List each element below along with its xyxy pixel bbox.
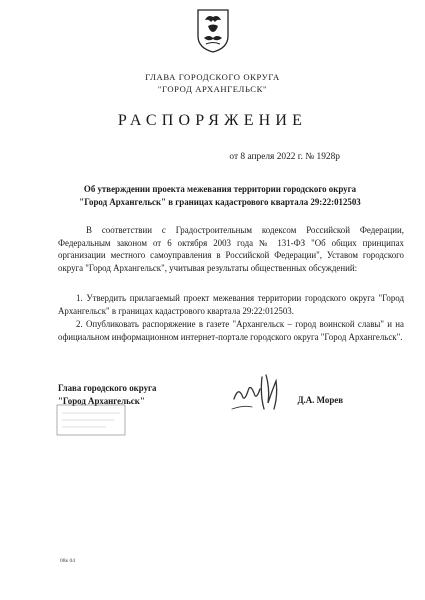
handwritten-signature [228,369,290,415]
signatory-position-line1: Глава городского округа [58,383,157,393]
organization-name-line1: ГЛАВА ГОРОДСКОГО ОКРУГА [145,72,280,82]
document-date-number: от 8 апреля 2022 г. № 1928р [229,152,340,162]
subject-line1: Об утверждении проекта межевания территории городского округа [83,184,357,194]
document-subject [40,183,400,208]
approval-stamp [56,404,126,436]
organization-name-line2: "ГОРОД АРХАНГЕЛЬСК" [157,84,268,94]
body-paragraph-item2: 2. Опубликовать распоряжение в газете "Архангельск – город воинской славы" и на официальном информационном интернет-портале городского округа "Город Архангельск". [58,319,404,342]
body-paragraph-item1: 1. Утвердить прилагаемый проект межевания территории городского округа "Город Архангельск" в границах кадастрового квартала 29:22:012503. [58,293,404,316]
signatory-name: Д.А. Морев [297,395,343,405]
document-title: РАСПОРЯЖЕНИЕ [117,112,308,129]
signatory-position-line2: "Город Архангельск" [58,395,145,406]
coat-of-arms-icon [196,8,230,54]
footer-code: 08к 04 [60,558,76,564]
body-paragraph-preamble: В соответствии с Градостроительным кодексом Российской Федерации, Федеральным законом от 6 октября 2003 года № 131-ФЗ "Об общих принципах организации местного самоуправления в Российской Федерации", Уставом городского округа "Город Архангельск", учитывая результаты общественных обсуждений: [58,225,404,273]
subject-line2: "Город Архангельск" в границах кадастрового квартала 29:22:012503 [79,196,361,207]
